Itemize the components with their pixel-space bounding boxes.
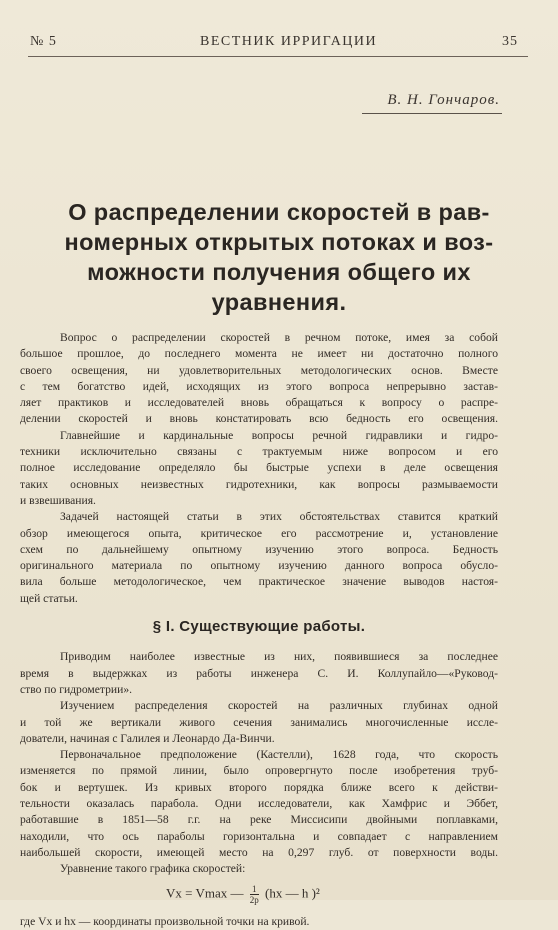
author-name: В. Н. Гончаров. [387,92,500,108]
text-line: щей статьи. [20,591,78,605]
text-line: с тем богатство идей, исходящих из этого вопроса непрерывно застав- [20,379,498,393]
formula-fraction [250,884,259,905]
text-line: ство по гидрометрии». [20,682,133,696]
text-line: находили, что ось параболы горизонтальна и совпадает с направлением [20,829,498,843]
section-heading: § I. Существующие работы. [152,618,366,636]
text-line: делении скоростей и вновь констатировать всю бедность его освещения. [20,412,498,426]
page-number: 35 [502,34,518,49]
text-line: Вопрос о распределении скоростей в речном потоке, имея за собой [60,331,498,344]
text-line: тельности оказалась парабола. Одни исследователи, как Хамфрис и Эббет, [20,797,498,811]
title-line: номерных открытых потоках и воз- [64,229,494,255]
title-line: можности получения общего их [87,259,471,285]
text-line: своего освещения, ни удовлетворительных методологических основ. Вместе [20,363,498,377]
formula-right: (hx — h )² [265,884,320,900]
text-line: Первоначальное предположение (Кастелли), 1628 года, что скорость [60,748,498,762]
author-underline [362,113,502,114]
title-line: О распределении скоростей в рав- [68,199,490,225]
text-line: изменяется по прямой линии, было опровергнуто после изобретения труб- [20,764,498,778]
text-line: и той же вертикали живого сечения занимались многочисленные иссле- [20,715,498,729]
text-line: Задачей настоящей статьи в этих обстоятельствах ставится краткий [60,510,498,524]
issue-number: № 5 [30,34,57,49]
text-line: Главнейшие и кардинальные вопросы речной гидравлики и гидро- [60,428,498,442]
article-title [44,197,514,317]
journal-title: ВЕСТНИК ИРРИГАЦИИ [200,34,378,49]
text-line: оригинального материала по опытному изучению данного вопроса обусло- [20,559,498,573]
text-line: вила больше методологическое, чем практическое значение выводов настоя- [20,575,498,589]
text-line: время в выдержках из работы инженера С. И. Коллупайло—«Руковод- [20,666,498,680]
text-line: большое прошлое, до последнего момента не имеет ни достаточно полного [20,347,498,361]
text-line: обзор имеющегося опыта, критическое его рассмотрение и, установление [20,526,498,540]
running-header [30,34,530,54]
header-rule [28,56,528,57]
text-line: техники исключительно связаны с трактуемым ниже вопросом и его [20,445,498,459]
text-line: где Vx и hx — координаты произвольной точки на кривой. [20,914,310,928]
velocity-formula [20,884,498,906]
text-line: дователи, начиная с Галилея и Леонардо Да-Винчи. [20,731,275,745]
title-line: уравнения. [211,289,347,315]
formula-left: Vx = Vmax — [166,884,244,900]
text-line: полное исследование определяло бы быстрые успехи в деле освещения [20,461,498,475]
text-line: Приводим наиболее известные из них, появившиеся за последнее [60,650,498,664]
text-line: Изучением распределения скоростей на различных глубинах одной [60,699,498,713]
text-line: работавшие в 1851—58 г.г. на реке Миссисипи двойными поплавками, [20,813,498,827]
text-line: Уравнение такого графика скоростей: [60,862,246,876]
text-line: таких основных неизвестных гидротехники, как вопросы размываемости [20,477,498,491]
article-body [20,330,498,930]
text-line: и взвешивания. [20,493,96,507]
fraction-numerator: 1 [250,884,259,895]
text-line: ляет практиков и исследователей вновь обращаться к вопросу о распре- [20,396,498,410]
fraction-denominator: 2p [249,894,259,905]
text-line: наибольшей скорости, имеющей место на 0,297 глуб. от поверхности воды. [20,845,498,859]
text-line: бок и вертушек. Из кривых второго порядка ближе всего к действи- [20,780,498,794]
text-line: схем по дальнейшему опытному изучению этого вопроса. Бедность [20,542,498,556]
